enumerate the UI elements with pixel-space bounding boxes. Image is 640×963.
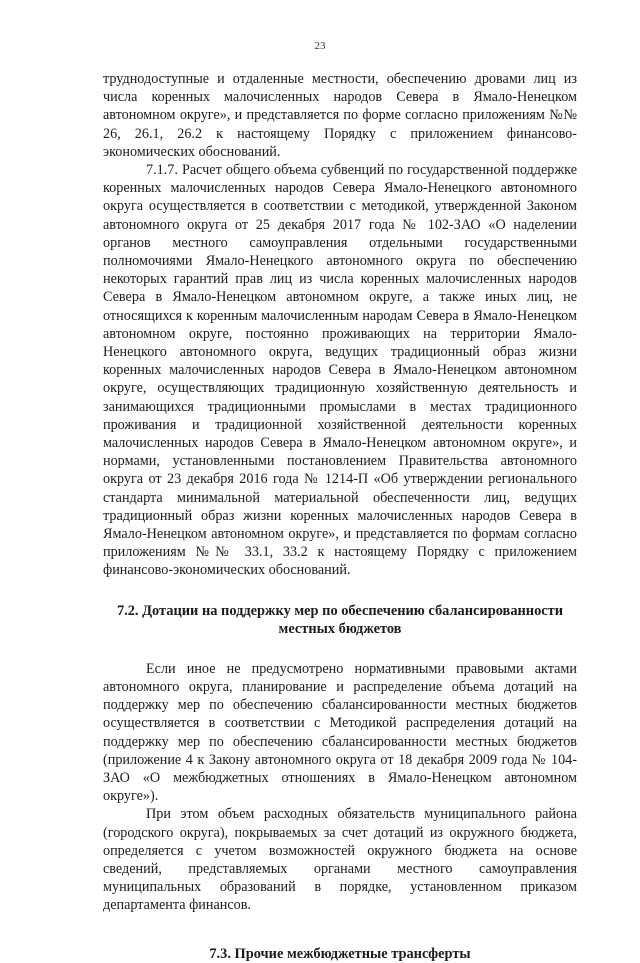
paragraph-continuation: труднодоступные и отдаленные местности, обеспечению дровами лиц из числа коренных малочисленных народов Севера в Ямало-Ненецком автономном округе», и представляется по форме согласно приложениям №№ 26, 26.1, 26.2 к настоящему Порядку с приложением финансово-экономических обоснований. xyxy=(103,71,577,160)
paragraph-7-2-second: При этом объем расходных обязательств муниципального района (городского округа), покрываемых за счет дотаций из окружного бюджета, определяется с учетом возможностей окружного бюджета на основе сведений, представляемых органами местного самоуправления муниципальных образований в порядке, установленном приказом департамента финансов. xyxy=(103,806,577,914)
section-heading-7-2-line2: местных бюджетов xyxy=(278,621,402,638)
section-heading-7-2 xyxy=(103,602,577,639)
page-content xyxy=(103,70,577,963)
paragraph-7-2-first: Если иное не предусмотрено нормативными правовыми актами автономного округа, планирование и распределение объема дотаций на поддержку мер по обеспечению сбалансированности местных бюджетов осуществляется в соответствии с Методикой распределения дотаций на поддержку мер по обеспечению сбалансированности местных бюджетов (приложение 4 к Закону автономного округа от 18 декабря 2009 года № 104-ЗАО «О межбюджетных отношениях в Ямало-Ненецком автономном округе»). xyxy=(103,660,577,805)
section-heading-7-2-line1: 7.2. Дотации на поддержку мер по обеспечению сбалансированности xyxy=(116,602,564,619)
page-number: 23 xyxy=(314,40,326,52)
section-heading-7-3: 7.3. Прочие межбюджетные трансферты xyxy=(209,945,471,962)
paragraph-7-1-7: 7.1.7. Расчет общего объема субвенций по государственной поддержке коренных малочисленных народов Севера Ямало-Ненецкого автономного округа осуществляется в соответствии с методикой, утвержденной Законом автономного округа от 25 декабря 2017 года № 102-ЗАО «О наделении органов местного самоуправления отдельными государственными полномочиями Ямало-Ненецкого автономного округа по обеспечению некоторых гарантий прав лиц из числа коренных малочисленных народов Севера в Ямало-Ненецком автономном округе, а также иных лиц, не относящихся к коренным малочисленным народам Севера в Ямало-Ненецком автономном округе, постоянно проживающих на территории Ямало-Ненецкого автономного округа, ведущих традиционный образ жизни коренных малочисленных народов Севера в Ямало-Ненецком автономном округе, осуществляющих традиционную хозяйственную деятельность и занимающихся традиционными промыслами в местах традиционного проживания и традиционной хозяйственной деятельности коренных малочисленных народов Севера в Ямало-Ненецком автономном округе», и нормами, установленными постановлением Правительства автономного округа от 23 декабря 2016 года № 1214-П «Об утверждении регионального стандарта минимальной материальной обеспеченности лиц, ведущих традиционный образ жизни коренных малочисленных народов Севера в Ямало-Ненецком автономном округе», и представляется по формам согласно приложениям №№ 33.1, 33.2 к настоящему Порядку с приложением финансово-экономических обоснований. xyxy=(103,162,577,579)
